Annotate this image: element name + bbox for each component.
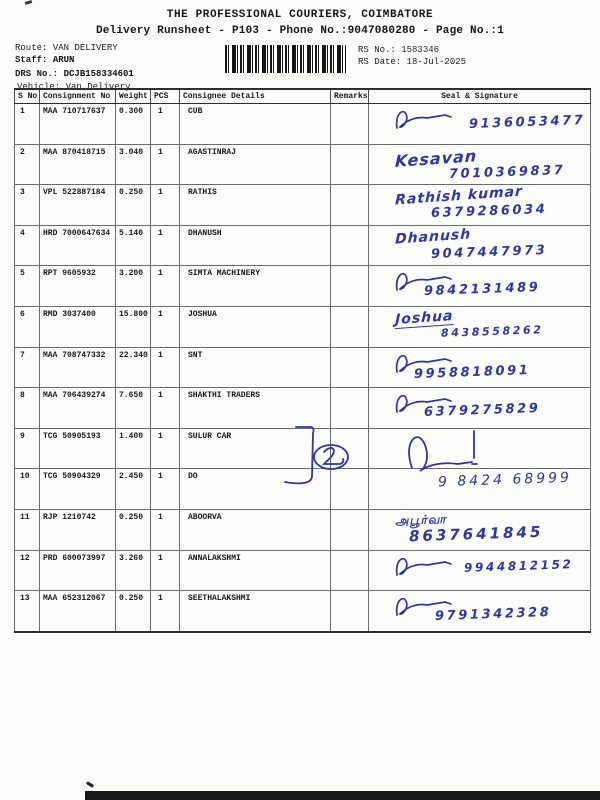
cell-consignee: ABOORVA bbox=[180, 509, 331, 550]
drs-value: DCJB158334601 bbox=[63, 69, 134, 79]
cell-consignment-no: MAA 708747332 bbox=[40, 347, 116, 388]
signature-phone: 6379275829 bbox=[423, 401, 541, 421]
cell-consignee: SIMTA MACHINERY bbox=[180, 266, 331, 307]
cell-consignee: SNT bbox=[180, 347, 331, 388]
cell-consignee: ANNALAKSHMI bbox=[180, 550, 331, 591]
signature-name: Rathish kumar bbox=[394, 183, 524, 209]
rs-date-label: RS Date: bbox=[358, 57, 402, 67]
cell-sno: 5 bbox=[15, 266, 40, 307]
table-row bbox=[15, 306, 591, 347]
cell-remarks bbox=[331, 509, 369, 550]
route-value: VAN DELIVERY bbox=[52, 43, 118, 53]
col-remarks: Remarks bbox=[331, 89, 369, 104]
cell-seal-signature bbox=[369, 306, 591, 347]
table-header-row bbox=[15, 89, 591, 104]
cell-seal-signature bbox=[369, 388, 591, 429]
cell-weight: 5.140 bbox=[116, 225, 151, 266]
drs-line bbox=[15, 69, 134, 79]
cell-pcs: 1 bbox=[151, 591, 180, 632]
cell-sno: 8 bbox=[15, 388, 40, 429]
document-subtitle: Delivery Runsheet - P103 - Phone No.:9047080280 - Page No.:1 bbox=[95, 25, 505, 37]
cell-consignee: DHANUSH bbox=[180, 225, 331, 266]
cell-consignee: CUB bbox=[180, 104, 331, 145]
cell-consignee: SHAKTHI TRADERS bbox=[180, 388, 331, 429]
cell-weight: 0.300 bbox=[116, 104, 151, 145]
cell-pcs: 1 bbox=[151, 185, 180, 226]
cell-pcs: 1 bbox=[151, 104, 180, 145]
table-row bbox=[15, 428, 591, 469]
cell-sno: 7 bbox=[15, 347, 40, 388]
cell-remarks bbox=[331, 185, 369, 226]
staff-label: Staff: bbox=[15, 55, 48, 65]
signature-phone: 9047447973 bbox=[430, 242, 548, 262]
cell-consignment-no: RPT 9605932 bbox=[40, 266, 116, 307]
cell-consignee: SULUR CAR bbox=[180, 428, 331, 469]
runsheet-table bbox=[14, 88, 591, 633]
cell-remarks bbox=[331, 469, 369, 510]
rs-no-label: RS No.: bbox=[358, 45, 396, 55]
cell-weight: 3.260 bbox=[116, 550, 151, 591]
merged-signature-phone: 9 8424 68999 bbox=[437, 469, 573, 491]
cell-weight: 0.250 bbox=[116, 509, 151, 550]
cell-consignment-no: RJP 1210742 bbox=[40, 509, 116, 550]
cell-consignee: RATHIS bbox=[180, 185, 331, 226]
cell-remarks bbox=[331, 144, 369, 185]
signature-phone: 6379286034 bbox=[430, 202, 548, 222]
cell-sno: 11 bbox=[15, 509, 40, 550]
col-sno: S No bbox=[15, 89, 40, 104]
table-row bbox=[15, 509, 591, 550]
cell-pcs: 1 bbox=[151, 144, 180, 185]
cell-remarks bbox=[331, 104, 369, 145]
scan-mark-top bbox=[25, 0, 33, 5]
cell-pcs: 1 bbox=[151, 469, 180, 510]
cell-sno: 4 bbox=[15, 225, 40, 266]
cell-consignment-no: HRD 7000647634 bbox=[40, 225, 116, 266]
cell-remarks bbox=[331, 591, 369, 632]
signature-name: Joshua bbox=[394, 307, 454, 329]
cell-sno: 3 bbox=[15, 185, 40, 226]
table-row bbox=[15, 347, 591, 388]
signature-phone: 9136053477 bbox=[468, 112, 586, 133]
cell-consignee: DO bbox=[180, 469, 331, 510]
cell-weight: 0.250 bbox=[116, 591, 151, 632]
cell-sno: 13 bbox=[15, 591, 40, 632]
cell-consignment-no: PRD 600073997 bbox=[40, 550, 116, 591]
cell-sno: 1 bbox=[15, 104, 40, 145]
col-pcs: PCS bbox=[151, 89, 180, 104]
cell-consignment-no: TCG 50905193 bbox=[40, 428, 116, 469]
cell-pcs: 1 bbox=[151, 225, 180, 266]
cell-consignment-no: MAA 710717637 bbox=[40, 104, 116, 145]
cell-pcs: 1 bbox=[151, 550, 180, 591]
signature-phone: 8637641845 bbox=[408, 522, 544, 546]
cell-remarks bbox=[331, 428, 369, 469]
cell-seal-signature bbox=[369, 428, 591, 469]
drs-label: DRS No.: bbox=[15, 69, 59, 79]
rs-date-line bbox=[358, 57, 466, 67]
col-consignee-details: Consignee Details bbox=[180, 89, 331, 104]
cell-sno: 10 bbox=[15, 469, 40, 510]
barcode-image bbox=[225, 45, 346, 73]
cell-pcs: 1 bbox=[151, 266, 180, 307]
signature-phone: 7010369837 bbox=[448, 162, 566, 182]
col-weight: Weight bbox=[116, 89, 151, 104]
table-row bbox=[15, 104, 591, 145]
cell-weight: 3.200 bbox=[116, 266, 151, 307]
signature-phone: 9944812152 bbox=[463, 556, 574, 575]
cell-weight: 15.800 bbox=[116, 306, 151, 347]
cell-pcs: 1 bbox=[151, 428, 180, 469]
route-label: Route: bbox=[15, 43, 48, 53]
document-title: THE PROFESSIONAL COURIERS, COIMBATORE bbox=[166, 9, 434, 21]
cell-seal-signature bbox=[369, 104, 591, 145]
cell-seal-signature bbox=[369, 144, 591, 185]
cell-sno: 2 bbox=[15, 144, 40, 185]
signature-name: Dhanush bbox=[394, 226, 472, 248]
route-line bbox=[15, 43, 118, 53]
cell-remarks bbox=[331, 550, 369, 591]
cell-seal-signature bbox=[369, 550, 591, 591]
pen-tick-mark bbox=[86, 781, 94, 788]
cell-weight: 2.450 bbox=[116, 469, 151, 510]
cell-consignee: SEETHALAKSHMI bbox=[180, 591, 331, 632]
cell-consignment-no: RMD 3037400 bbox=[40, 306, 116, 347]
signature-scribble bbox=[393, 106, 455, 132]
cell-pcs: 1 bbox=[151, 306, 180, 347]
cell-consignee: AGASTINRAJ bbox=[180, 144, 331, 185]
staff-line bbox=[15, 55, 74, 65]
signature-name: Kesavan bbox=[394, 145, 478, 171]
table-row bbox=[15, 266, 591, 307]
cell-weight: 7.650 bbox=[116, 388, 151, 429]
rs-date-value: 18-Jul-2025 bbox=[406, 57, 467, 67]
table-row bbox=[15, 185, 591, 226]
table-row bbox=[15, 388, 591, 429]
rs-no-line bbox=[358, 45, 439, 55]
signature-phone: 9958818091 bbox=[413, 362, 531, 382]
rs-no-value: 1583346 bbox=[401, 45, 440, 55]
cell-seal-signature bbox=[369, 266, 591, 307]
runsheet-body bbox=[15, 104, 591, 632]
table-row bbox=[15, 550, 591, 591]
cell-pcs: 1 bbox=[151, 509, 180, 550]
cell-consignment-no: TCG 50904329 bbox=[40, 469, 116, 510]
scan-edge-strip bbox=[85, 791, 600, 800]
cell-consignment-no: MAA 706439274 bbox=[40, 388, 116, 429]
cell-weight: 22.340 bbox=[116, 347, 151, 388]
vehicle-label: Vehicle: bbox=[17, 82, 61, 92]
cell-consignment-no: VPL 522887184 bbox=[40, 185, 116, 226]
cell-pcs: 1 bbox=[151, 347, 180, 388]
signature-phone: 9791342328 bbox=[434, 605, 552, 625]
cell-sno: 12 bbox=[15, 550, 40, 591]
cell-weight: 1.400 bbox=[116, 428, 151, 469]
signature-scribble bbox=[393, 553, 455, 579]
cell-consignment-no: MAA 652312067 bbox=[40, 591, 116, 632]
cell-sno: 6 bbox=[15, 306, 40, 347]
signature-name: அபூர்வா bbox=[394, 512, 447, 528]
cell-seal-signature bbox=[369, 509, 591, 550]
cell-pcs: 1 bbox=[151, 388, 180, 429]
col-consignment-no: Consignment No bbox=[40, 89, 116, 104]
cell-weight: 0.250 bbox=[116, 185, 151, 226]
cell-weight: 3.040 bbox=[116, 144, 151, 185]
cell-consignee: JOSHUA bbox=[180, 306, 331, 347]
signature-phone: 8438558262 bbox=[440, 323, 544, 340]
cell-remarks bbox=[331, 388, 369, 429]
cell-seal-signature bbox=[369, 185, 591, 226]
cell-sno: 9 bbox=[15, 428, 40, 469]
cell-remarks bbox=[331, 306, 369, 347]
signature-phone: 9842131489 bbox=[423, 280, 541, 300]
cell-remarks bbox=[331, 347, 369, 388]
table-row bbox=[15, 591, 591, 632]
cell-seal-signature bbox=[369, 591, 591, 632]
vehicle-value: Van Delivery bbox=[65, 82, 131, 92]
cell-seal-signature bbox=[369, 225, 591, 266]
cell-seal-signature bbox=[369, 347, 591, 388]
staff-value: ARUN bbox=[52, 55, 75, 65]
cell-consignment-no: MAA 870418715 bbox=[40, 144, 116, 185]
col-seal-signature: Seal & Signature bbox=[369, 89, 591, 104]
cell-remarks bbox=[331, 266, 369, 307]
table-row bbox=[15, 225, 591, 266]
table-row bbox=[15, 144, 591, 185]
cell-remarks bbox=[331, 225, 369, 266]
